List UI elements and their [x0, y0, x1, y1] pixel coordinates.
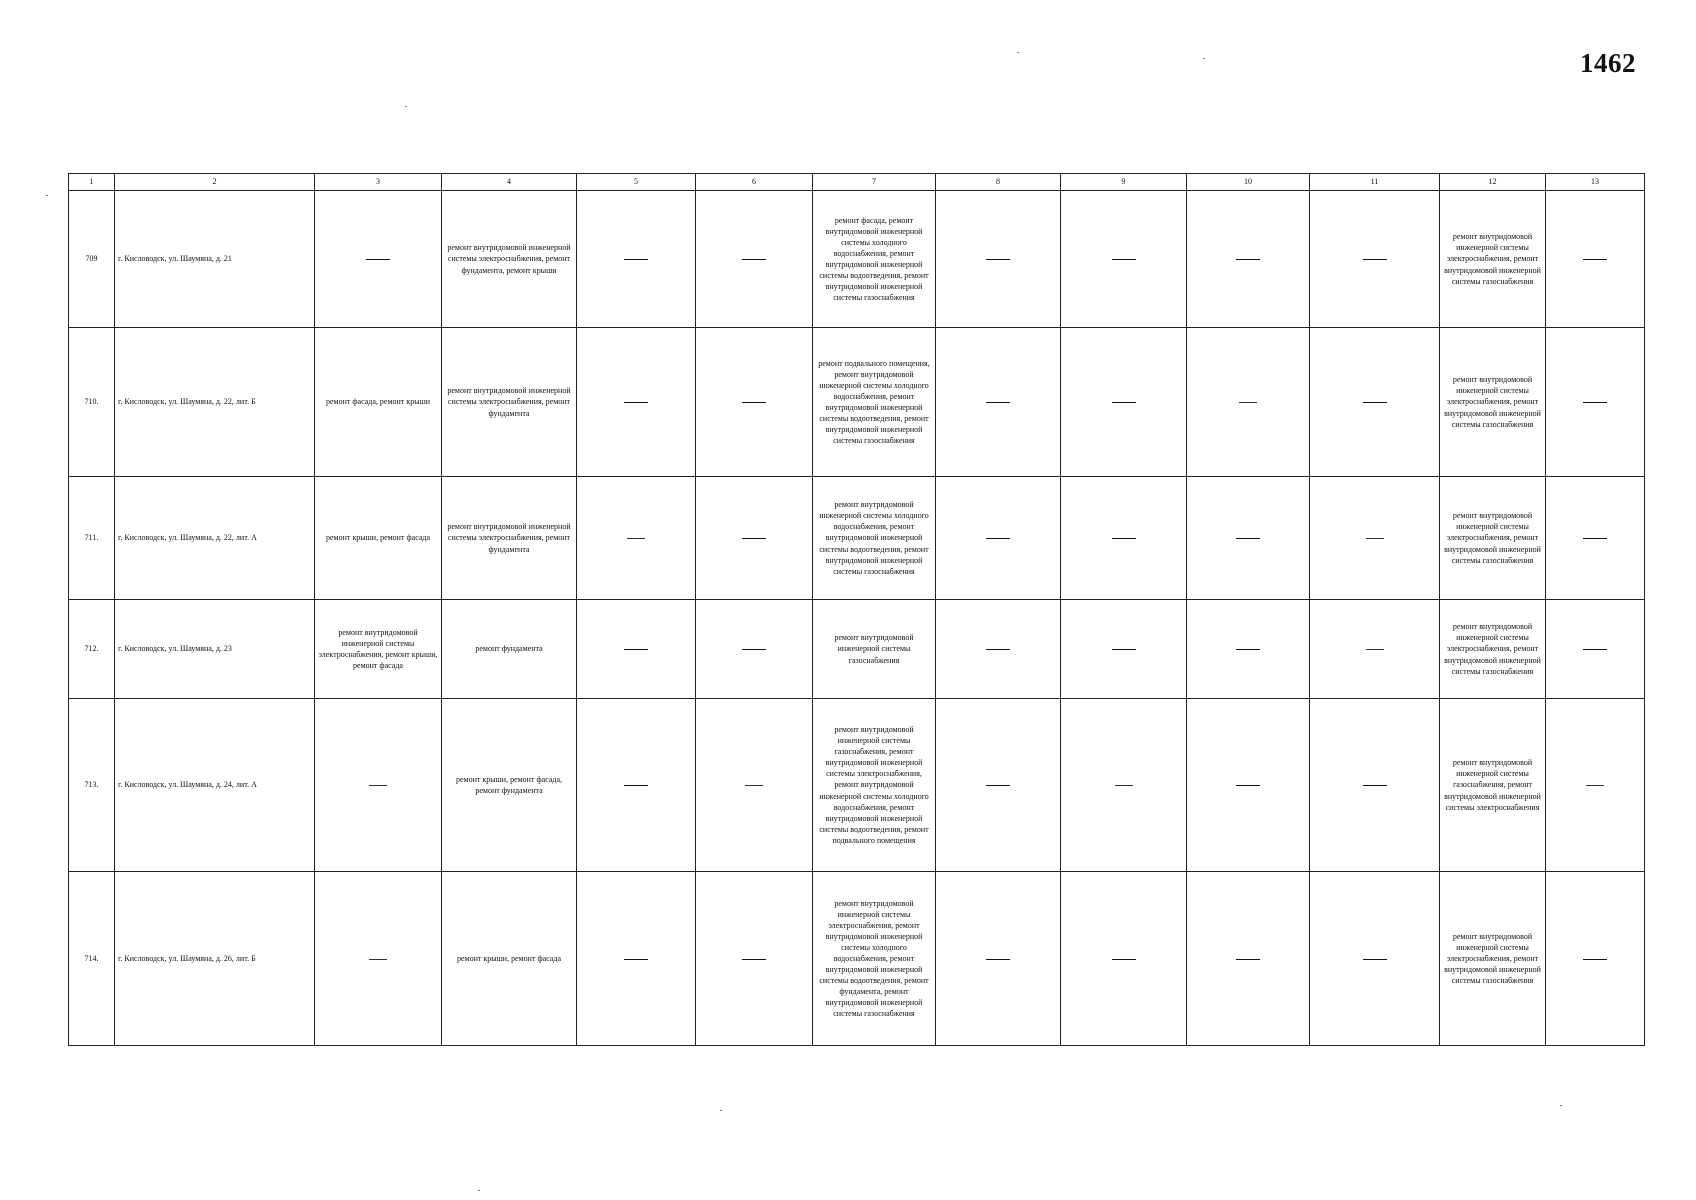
works-cell: ремонт фасада, ремонт внутридомовой инженерной системы холодного водоснабжения, ремонт внутридомовой инженерной системы водоотведения, ремонт внутридомовой инженерной системы газоснабжения: [813, 191, 936, 328]
empty-cell: [1061, 477, 1187, 600]
dash-mark: [742, 402, 766, 403]
column-header: 3: [315, 174, 442, 191]
empty-cell: [1546, 600, 1645, 699]
column-header: 5: [577, 174, 696, 191]
dash-mark: [1236, 959, 1260, 960]
dash-mark: [742, 259, 766, 260]
works-cell: ремонт фундамента: [442, 600, 577, 699]
dash-mark: [1583, 538, 1607, 539]
dash-mark: [986, 538, 1010, 539]
dash-mark: [1586, 785, 1604, 786]
table-row: [69, 872, 1645, 1046]
dash-mark: [742, 538, 766, 539]
empty-cell: [1187, 699, 1310, 872]
works-cell: ремонт подвального помещения, ремонт внутридомовой инженерной системы холодного водоснабжения, ремонт внутридомовой инженерной системы водоотведения, ремонт внутридомовой инженерной системы газоснабжения: [813, 328, 936, 477]
empty-cell: [577, 191, 696, 328]
works-cell: ремонт крыши, ремонт фасада: [442, 872, 577, 1046]
dash-mark: [1583, 649, 1607, 650]
empty-cell: [936, 477, 1061, 600]
empty-cell: [1546, 328, 1645, 477]
dash-mark: [624, 402, 648, 403]
works-cell: ремонт внутридомовой инженерной системы электроснабжения, ремонт внутридомовой инженерной системы холодного водоснабжения, ремонт внутридомовой инженерной системы водоотведения, ремонт фундамента, ремонт внутридомовой инженерной системы газоснабжения: [813, 872, 936, 1046]
dash-mark: [1236, 785, 1260, 786]
dash-mark: [986, 959, 1010, 960]
dash-mark: [1112, 959, 1136, 960]
empty-cell: [315, 872, 442, 1046]
works-cell: ремонт внутридомовой инженерной системы электроснабжения, ремонт внутридомовой инженерной системы газоснабжения: [1440, 477, 1546, 600]
empty-cell: [1187, 477, 1310, 600]
empty-cell: [1546, 191, 1645, 328]
works-cell: ремонт внутридомовой инженерной системы электроснабжения, ремонт фундамента, ремонт крыши: [442, 191, 577, 328]
scan-speck: [1203, 58, 1205, 59]
address-cell: г. Кисловодск, ул. Шаумяна, д. 21: [115, 191, 315, 328]
empty-cell: [315, 191, 442, 328]
dash-mark: [1236, 649, 1260, 650]
works-cell: ремонт внутридомовой инженерной системы электроснабжения, ремонт внутридомовой инженерной системы газоснабжения: [1440, 328, 1546, 477]
empty-cell: [936, 191, 1061, 328]
table-row: [69, 328, 1645, 477]
dash-mark: [986, 785, 1010, 786]
empty-cell: [1061, 191, 1187, 328]
scan-speck: [720, 1110, 722, 1111]
row-number: 712.: [69, 600, 115, 699]
page-number: 1462: [1580, 48, 1636, 78]
works-cell: ремонт внутридомовой инженерной системы газоснабжения: [813, 600, 936, 699]
works-cell: ремонт фасада, ремонт крыши: [315, 328, 442, 477]
dash-mark: [986, 402, 1010, 403]
empty-cell: [1061, 872, 1187, 1046]
dash-mark: [1583, 959, 1607, 960]
column-header: 4: [442, 174, 577, 191]
empty-cell: [577, 872, 696, 1046]
dash-mark: [1363, 259, 1387, 260]
dash-mark: [1236, 538, 1260, 539]
works-cell: ремонт крыши, ремонт фасада: [315, 477, 442, 600]
works-cell: ремонт внутридомовой инженерной системы электроснабжения, ремонт фундамента: [442, 328, 577, 477]
works-cell: ремонт внутридомовой инженерной системы электроснабжения, ремонт внутридомовой инженерной системы газоснабжения: [1440, 872, 1546, 1046]
column-header: 12: [1440, 174, 1546, 191]
empty-cell: [1546, 477, 1645, 600]
repair-registry-table: [68, 173, 1645, 1046]
table-row: [69, 477, 1645, 600]
empty-cell: [696, 600, 813, 699]
empty-cell: [577, 477, 696, 600]
dash-mark: [1112, 402, 1136, 403]
dash-mark: [1583, 259, 1607, 260]
empty-cell: [315, 699, 442, 872]
scan-speck: [1017, 52, 1019, 53]
scan-speck: [1560, 1105, 1562, 1106]
dash-mark: [1366, 538, 1384, 539]
scan-speck: [405, 106, 407, 107]
empty-cell: [936, 872, 1061, 1046]
column-header: 2: [115, 174, 315, 191]
empty-cell: [1187, 872, 1310, 1046]
column-header: 1: [69, 174, 115, 191]
empty-cell: [936, 699, 1061, 872]
empty-cell: [1310, 477, 1440, 600]
empty-cell: [577, 699, 696, 872]
dash-mark: [624, 785, 648, 786]
column-header: 8: [936, 174, 1061, 191]
column-header: 13: [1546, 174, 1645, 191]
dash-mark: [986, 259, 1010, 260]
empty-cell: [1187, 328, 1310, 477]
empty-cell: [1546, 699, 1645, 872]
dash-mark: [1115, 785, 1133, 786]
column-header: 11: [1310, 174, 1440, 191]
table-row: [69, 699, 1645, 872]
empty-cell: [1310, 191, 1440, 328]
works-cell: ремонт внутридомовой инженерной системы газоснабжения, ремонт внутридомовой инженерной системы электроснабжения: [1440, 699, 1546, 872]
address-cell: г. Кисловодск, ул. Шаумяна, д. 24, лит. А: [115, 699, 315, 872]
empty-cell: [577, 328, 696, 477]
dash-mark: [624, 259, 648, 260]
dash-mark: [1366, 649, 1384, 650]
empty-cell: [696, 872, 813, 1046]
empty-cell: [696, 699, 813, 872]
dash-mark: [1112, 259, 1136, 260]
empty-cell: [1310, 872, 1440, 1046]
works-cell: ремонт внутридомовой инженерной системы электроснабжения, ремонт внутридомовой инженерной системы газоснабжения: [1440, 600, 1546, 699]
empty-cell: [577, 600, 696, 699]
dash-mark: [1363, 402, 1387, 403]
address-cell: г. Кисловодск, ул. Шаумяна, д. 22, лит. А: [115, 477, 315, 600]
works-cell: ремонт внутридомовой инженерной системы электроснабжения, ремонт внутридомовой инженерной системы газоснабжения: [1440, 191, 1546, 328]
empty-cell: [696, 477, 813, 600]
dash-mark: [1112, 649, 1136, 650]
scan-speck: [46, 195, 48, 196]
empty-cell: [1310, 699, 1440, 872]
works-cell: ремонт внутридомовой инженерной системы электроснабжения, ремонт фундамента: [442, 477, 577, 600]
empty-cell: [1061, 600, 1187, 699]
dash-mark: [1363, 785, 1387, 786]
column-number-header-row: [69, 174, 1645, 191]
dash-mark: [369, 959, 387, 960]
dash-mark: [1112, 538, 1136, 539]
dash-mark: [1239, 402, 1257, 403]
row-number: 713.: [69, 699, 115, 872]
empty-cell: [936, 328, 1061, 477]
works-cell: ремонт внутридомовой инженерной системы газоснабжения, ремонт внутридомовой инженерной системы электроснабжения, ремонт внутридомовой инженерной системы холодного водоснабжения, ремонт внутридомовой инженерной системы водоотведения, ремонт подвального помещения: [813, 699, 936, 872]
address-cell: г. Кисловодск, ул. Шаумяна, д. 26, лит. Б: [115, 872, 315, 1046]
dash-mark: [745, 785, 763, 786]
dash-mark: [624, 649, 648, 650]
dash-mark: [366, 259, 390, 260]
dash-mark: [1236, 259, 1260, 260]
works-cell: ремонт внутридомовой инженерной системы холодного водоснабжения, ремонт внутридомовой инженерной системы водоотведения, ремонт внутридомовой инженерной системы газоснабжения: [813, 477, 936, 600]
dash-mark: [369, 785, 387, 786]
row-number: 714.: [69, 872, 115, 1046]
dash-mark: [742, 649, 766, 650]
address-cell: г. Кисловодск, ул. Шаумяна, д. 23: [115, 600, 315, 699]
column-header: 7: [813, 174, 936, 191]
works-cell: ремонт внутридомовой инженерной системы электроснабжения, ремонт крыши, ремонт фасада: [315, 600, 442, 699]
empty-cell: [1187, 600, 1310, 699]
dash-mark: [627, 538, 645, 539]
empty-cell: [1310, 600, 1440, 699]
address-cell: г. Кисловодск, ул. Шаумяна, д. 22, лит. Б: [115, 328, 315, 477]
column-header: 10: [1187, 174, 1310, 191]
empty-cell: [1061, 699, 1187, 872]
empty-cell: [696, 328, 813, 477]
dash-mark: [624, 959, 648, 960]
works-cell: ремонт крыши, ремонт фасада, ремонт фундамента: [442, 699, 577, 872]
empty-cell: [1310, 328, 1440, 477]
empty-cell: [696, 191, 813, 328]
empty-cell: [1187, 191, 1310, 328]
dash-mark: [742, 959, 766, 960]
column-header: 9: [1061, 174, 1187, 191]
scan-speck: [478, 1190, 480, 1191]
row-number: 711.: [69, 477, 115, 600]
row-number: 710.: [69, 328, 115, 477]
table-row: [69, 191, 1645, 328]
empty-cell: [1546, 872, 1645, 1046]
table-row: [69, 600, 1645, 699]
row-number: 709: [69, 191, 115, 328]
dash-mark: [986, 649, 1010, 650]
column-header: 6: [696, 174, 813, 191]
empty-cell: [1061, 328, 1187, 477]
dash-mark: [1583, 402, 1607, 403]
empty-cell: [936, 600, 1061, 699]
dash-mark: [1363, 959, 1387, 960]
